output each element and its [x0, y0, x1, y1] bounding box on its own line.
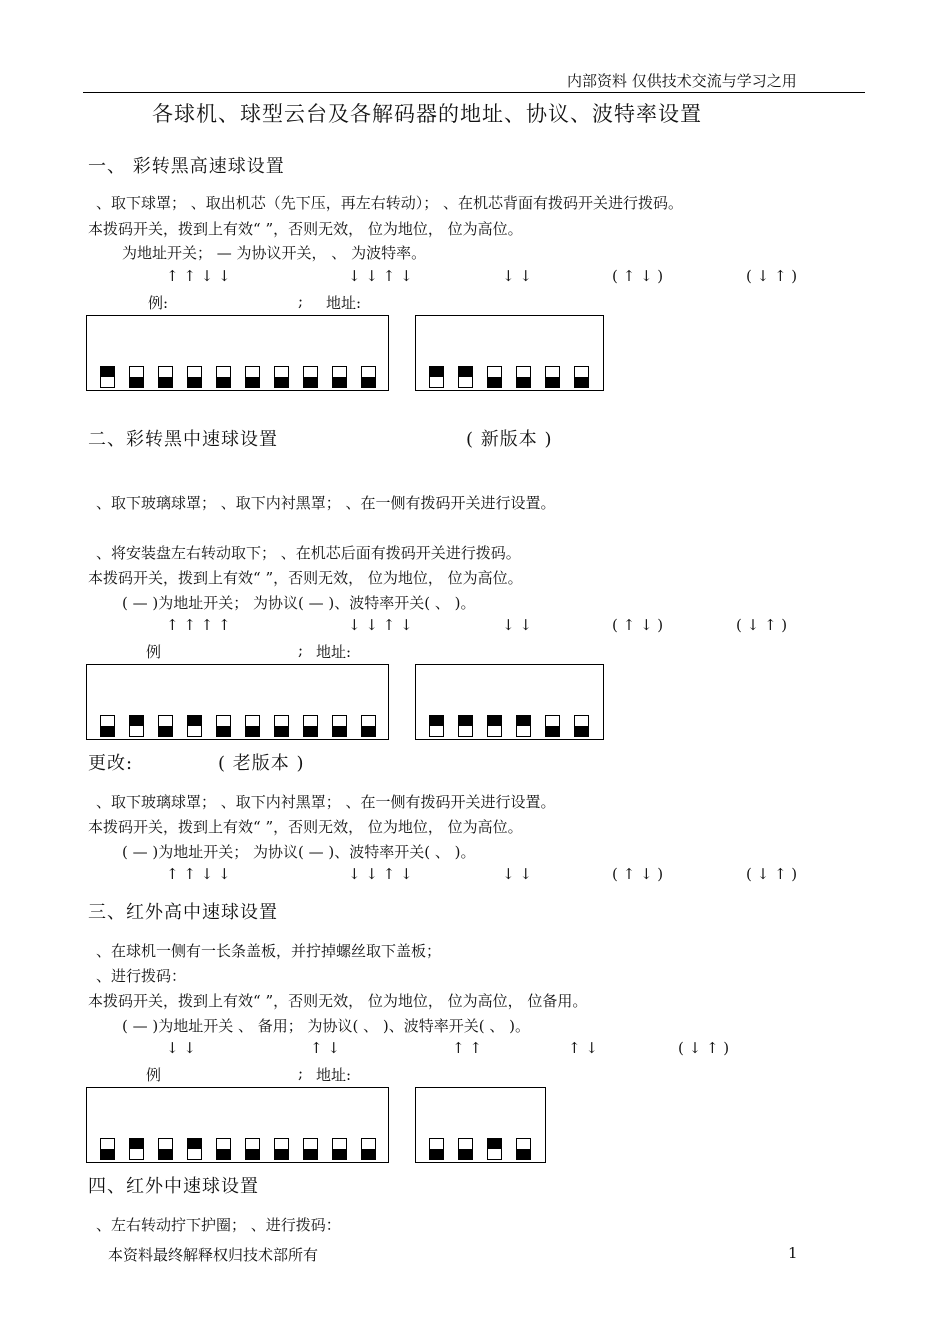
section4-arrows-4: ↑ ↓	[568, 1039, 598, 1057]
dip-switch-4	[187, 366, 202, 388]
dip-switch-3	[158, 715, 173, 737]
dip-switch-9	[332, 1138, 347, 1160]
section4-example-sep: ;	[298, 1064, 304, 1082]
dip-switch-lever	[333, 1149, 346, 1159]
section2-example-sep: ;	[298, 641, 304, 659]
dip-switch-5	[216, 1138, 231, 1160]
dip-switch-lever	[333, 726, 346, 736]
section1-example-addr: 地址:	[326, 294, 362, 312]
section2-line1: 、取下玻璃球罩； 、取下内衬黑罩； 、在一侧有拨码开关进行设置。	[96, 494, 556, 512]
section1-line3: 为地址开关； — 为协议开关， 、 为波特率。	[122, 244, 427, 262]
dip-switch-lever	[333, 377, 346, 387]
section3-arrows-4: ( ↑ ↓ )	[612, 865, 664, 883]
dip-switch-lever	[101, 1149, 114, 1159]
dip-switch-lever	[101, 367, 114, 377]
dip-switch-lever	[459, 367, 472, 377]
header-note: 内部资料 仅供技术交流与学习之用	[567, 72, 797, 90]
dip-switch-4	[516, 366, 531, 388]
dip-switch-lever	[130, 1139, 143, 1149]
section1-line1: 、取下球罩； 、取出机芯（先下压，再左右转动）； 、在机芯背面有拨码开关进行拨码。	[96, 194, 684, 212]
dip-switch-2	[129, 1138, 144, 1160]
dip-switch-5	[545, 715, 560, 737]
dip-switch-4	[516, 1138, 531, 1160]
section2-heading: 二、彩转黑中速球设置	[88, 429, 278, 450]
dip-switch-lever	[101, 726, 114, 736]
dip-switch-3	[487, 366, 502, 388]
dip-switch-7	[274, 1138, 289, 1160]
section2-line4: ( — )为地址开关； 为协议( — )、波特率开关( 、 )。	[122, 594, 476, 612]
dip-switch-lever	[188, 716, 201, 726]
footer-note: 本资料最终解释权归技术部所有	[108, 1246, 319, 1264]
dip-switch-lever	[275, 1149, 288, 1159]
dip-switch-10	[361, 715, 376, 737]
section4-example-label: 例	[146, 1066, 162, 1084]
dip-switch-lever	[159, 1149, 172, 1159]
dip-switch-lever	[459, 1149, 472, 1159]
dip-switch-lever	[362, 377, 375, 387]
dip-switch-lever	[575, 377, 588, 387]
dip-switch-1	[100, 715, 115, 737]
dip-switch-5	[216, 366, 231, 388]
section4-arrows-2: ↑ ↓	[310, 1039, 340, 1057]
section3-arrows-1: ↑ ↑ ↓ ↓	[166, 865, 231, 883]
dip-switch-lever	[546, 726, 559, 736]
dip-switch-lever	[362, 1149, 375, 1159]
section5-heading: 四、红外中速球设置	[88, 1176, 259, 1197]
dip-switch-2	[129, 366, 144, 388]
section3-heading: 更改:	[88, 753, 134, 774]
dip-switch-lever	[575, 726, 588, 736]
dip-switch-lever	[488, 1139, 501, 1149]
dip-switch-10	[361, 1138, 376, 1160]
dip-switch-lever	[246, 377, 259, 387]
section2-line2: 、将安装盘左右转动取下； 、在机芯后面有拨码开关进行拨码。	[96, 544, 521, 562]
section2-example-addr: 地址:	[316, 643, 352, 661]
dip-switch-1	[100, 366, 115, 388]
section1-arrows-1: ↑ ↑ ↓ ↓	[166, 267, 231, 285]
dip-switch-lever	[188, 377, 201, 387]
section2-arrows-5: ( ↓ ↑ )	[736, 616, 788, 634]
section4-heading: 三、红外高中速球设置	[88, 902, 278, 923]
section1-line2: 本拨码开关，拨到上有效“ ”，否则无效， 位为地位， 位为高位。	[88, 220, 523, 238]
section2-arrows-4: ( ↑ ↓ )	[612, 616, 664, 634]
dip-switch-9	[332, 715, 347, 737]
header-rule	[83, 92, 865, 93]
section4-example-addr: 地址:	[316, 1066, 352, 1084]
dip-switch-lever	[546, 377, 559, 387]
section1-arrows-5: ( ↓ ↑ )	[746, 267, 798, 285]
dip-switch-lever	[130, 377, 143, 387]
dip-switch-4	[187, 1138, 202, 1160]
section3-line1: 、取下玻璃球罩； 、取下内衬黑罩； 、在一侧有拨码开关进行设置。	[96, 793, 556, 811]
dip-switch-lever	[217, 1149, 230, 1159]
dip-switch-2	[129, 715, 144, 737]
dip-switch-lever	[246, 726, 259, 736]
dip-switch-lever	[430, 716, 443, 726]
dip-switch-lever	[217, 726, 230, 736]
dip-switch-3	[487, 1138, 502, 1160]
section2-arrows-1: ↑ ↑ ↑ ↑	[166, 616, 231, 634]
dip-switch-8	[303, 715, 318, 737]
dip-switch-2	[458, 715, 473, 737]
dip-switch-block-protocol	[86, 1087, 389, 1163]
dip-switch-3	[158, 366, 173, 388]
dip-switch-5	[216, 715, 231, 737]
dip-switch-2	[458, 1138, 473, 1160]
dip-switch-5	[545, 366, 560, 388]
dip-switch-lever	[517, 377, 530, 387]
dip-switch-lever	[304, 1149, 317, 1159]
dip-switch-lever	[304, 377, 317, 387]
section4-arrows-3: ↑ ↑	[452, 1039, 482, 1057]
section1-arrows-3: ↓ ↓	[502, 267, 532, 285]
dip-switch-3	[487, 715, 502, 737]
section3-arrows-2: ↓ ↓ ↑ ↓	[348, 865, 413, 883]
section2-version: ( 新版本 )	[466, 429, 553, 450]
section3-arrows-5: ( ↓ ↑ )	[746, 865, 798, 883]
dip-switch-lever	[130, 716, 143, 726]
dip-switch-6	[245, 715, 260, 737]
dip-switch-8	[303, 1138, 318, 1160]
dip-switch-9	[332, 366, 347, 388]
dip-switch-1	[100, 1138, 115, 1160]
dip-switch-6	[574, 715, 589, 737]
section4-line4: ( — )为地址开关 、 备用； 为协议( 、 )、波特率开关( 、 )。	[122, 1017, 531, 1035]
section4-arrows-5: ( ↓ ↑ )	[678, 1039, 730, 1057]
section4-line2: 、进行拨码：	[96, 967, 187, 985]
dip-switch-3	[158, 1138, 173, 1160]
dip-switch-1	[429, 366, 444, 388]
dip-switch-lever	[488, 377, 501, 387]
dip-switch-6	[574, 366, 589, 388]
section4-line3: 本拨码开关，拨到上有效“ ”，否则无效， 位为地位， 位为高位， 位备用。	[88, 992, 588, 1010]
dip-switch-lever	[159, 726, 172, 736]
dip-switch-lever	[217, 377, 230, 387]
dip-switch-lever	[459, 716, 472, 726]
dip-switch-lever	[517, 1149, 530, 1159]
section2-arrows-2: ↓ ↓ ↑ ↓	[348, 616, 413, 634]
section4-line1: 、在球机一侧有一长条盖板，并拧掉螺丝取下盖板；	[96, 942, 442, 960]
section2-example-label: 例	[146, 643, 162, 661]
section5-line1: 、左右转动拧下护圈； 、进行拨码：	[96, 1216, 341, 1234]
dip-switch-block-address	[415, 664, 604, 740]
dip-switch-block-protocol	[86, 664, 389, 740]
section2-line3: 本拨码开关，拨到上有效“ ”，否则无效， 位为地位， 位为高位。	[88, 569, 523, 587]
section2-arrows-3: ↓ ↓	[502, 616, 532, 634]
section4-arrows-1: ↓ ↓	[166, 1039, 196, 1057]
section3-line2: 本拨码开关，拨到上有效“ ”，否则无效， 位为地位， 位为高位。	[88, 818, 523, 836]
dip-switch-7	[274, 366, 289, 388]
dip-switch-1	[429, 715, 444, 737]
dip-switch-lever	[275, 377, 288, 387]
dip-switch-4	[187, 715, 202, 737]
dip-switch-1	[429, 1138, 444, 1160]
dip-switch-lever	[246, 1149, 259, 1159]
dip-switch-4	[516, 715, 531, 737]
dip-switch-block-protocol	[86, 315, 389, 391]
section1-arrows-4: ( ↑ ↓ )	[612, 267, 664, 285]
dip-switch-lever	[275, 726, 288, 736]
section1-arrows-2: ↓ ↓ ↑ ↓	[348, 267, 413, 285]
dip-switch-lever	[430, 367, 443, 377]
dip-switch-lever	[188, 1139, 201, 1149]
dip-switch-lever	[517, 716, 530, 726]
dip-switch-lever	[430, 1149, 443, 1159]
page-number: 1	[788, 1244, 798, 1262]
dip-switch-10	[361, 366, 376, 388]
dip-switch-2	[458, 366, 473, 388]
dip-switch-lever	[159, 377, 172, 387]
dip-switch-6	[245, 366, 260, 388]
section3-line3: ( — )为地址开关； 为协议( — )、波特率开关( 、 )。	[122, 843, 476, 861]
section1-example-sep: ;	[298, 292, 304, 310]
section1-example-label: 例:	[148, 294, 169, 312]
dip-switch-block-address	[415, 1087, 546, 1163]
dip-switch-6	[245, 1138, 260, 1160]
dip-switch-8	[303, 366, 318, 388]
section3-arrows-3: ↓ ↓	[502, 865, 532, 883]
section1-heading: 一、 彩转黑高速球设置	[88, 156, 285, 177]
dip-switch-7	[274, 715, 289, 737]
section3-version: ( 老版本 )	[218, 753, 305, 774]
dip-switch-block-address	[415, 315, 604, 391]
dip-switch-lever	[488, 716, 501, 726]
page-title: 各球机、球型云台及各解码器的地址、协议、波特率设置	[152, 102, 702, 126]
dip-switch-lever	[362, 726, 375, 736]
dip-switch-lever	[304, 726, 317, 736]
